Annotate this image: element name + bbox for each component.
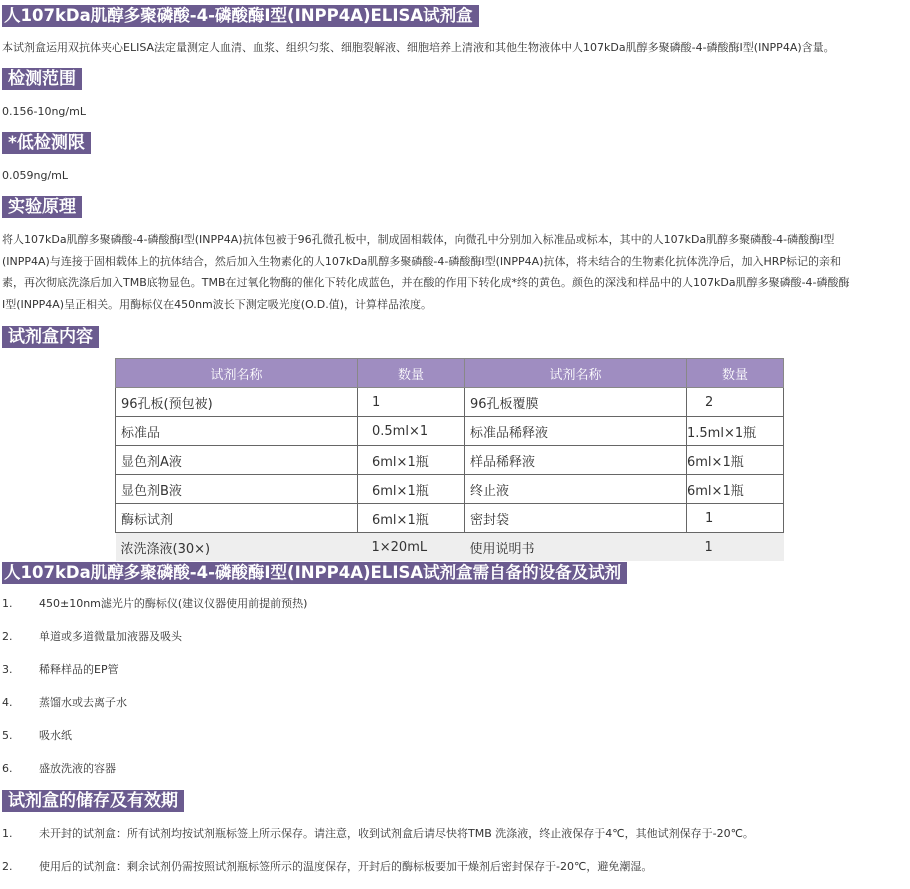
table-cell: 显色剂B液 — [116, 475, 358, 504]
list-item: 3. 稀释样品的EP管 — [2, 663, 119, 676]
table-row — [116, 533, 784, 562]
list-item: 5. 吸水纸 — [2, 729, 72, 742]
table-cell: 1 — [358, 388, 465, 417]
table-row — [116, 504, 784, 533]
column-header: 试剂名称 — [116, 359, 358, 388]
limit-value: 0.059ng/mL — [2, 169, 68, 182]
table-cell: 6ml×1瓶 — [358, 475, 465, 504]
table-header-row — [116, 359, 784, 388]
range-header-block — [2, 68, 82, 90]
table-cell: 浓洗涤液(30×) — [116, 533, 358, 562]
principle-line: (INPP4A)与连接于固相载体上的抗体结合，然后加入生物素化的人107kDa肌醇多聚磷酸-4-磷酸酶Ⅰ型(INPP4A)抗体，将未结合的生物素化抗体洗净后，加入HRP标记的亲和 — [2, 254, 841, 268]
principle-header: 实验原理 — [2, 196, 82, 218]
table-cell: 96孔板(预包被) — [116, 388, 358, 417]
table-cell: 6ml×1瓶 — [687, 475, 784, 504]
storage-header: 试剂盒的储存及有效期 — [2, 790, 184, 812]
range-value: 0.156-10ng/mL — [2, 105, 86, 118]
table-cell: 显色剂A液 — [116, 446, 358, 475]
range-header: 检测范围 — [2, 68, 82, 90]
table-cell: 酶标试剂 — [116, 504, 358, 533]
table-cell: 2 — [687, 388, 784, 417]
table-cell: 标准品 — [116, 417, 358, 446]
table-row — [116, 388, 784, 417]
contents-header: 试剂盒内容 — [2, 326, 99, 348]
list-item: 1. 未开封的试剂盒：所有试剂均按试剂瓶标签上所示保存。请注意，收到试剂盒后请尽快将TMB 洗涤液，终止液保存于4℃，其他试剂保存于-20℃。 — [2, 827, 754, 840]
page-title: 人107kDa肌醇多聚磷酸-4-磷酸酶Ⅰ型(INPP4A)ELISA试剂盒 — [2, 5, 479, 27]
equipment-header: 人107kDa肌醇多聚磷酸-4-磷酸酶Ⅰ型(INPP4A)ELISA试剂盒需自备的设备及试剂 — [2, 562, 627, 584]
principle-line: 素，再次彻底洗涤后加入TMB底物显色。TMB在过氧化物酶的催化下转化成蓝色，并在酸的作用下转化成*终的黄色。颜色的深浅和样品中的人107kDa肌醇多聚磷酸-4-磷酸酶 — [2, 276, 850, 289]
column-header: 数量 — [358, 359, 465, 388]
table-cell: 96孔板覆膜 — [465, 388, 687, 417]
table-cell: 6ml×1瓶 — [358, 504, 465, 533]
table-cell: 0.5ml×1 — [358, 417, 465, 446]
contents-header-block — [2, 326, 99, 348]
list-item: 2. 使用后的试剂盒：剩余试剂仍需按照试剂瓶标签所示的温度保存，开封后的酶标板要加干燥剂后密封保存于-20℃，避免潮湿。 — [2, 860, 653, 873]
table-row — [116, 446, 784, 475]
list-item: 2. 单道或多道微量加液器及吸头 — [2, 630, 182, 643]
storage-list — [2, 823, 754, 889]
principle-line: Ⅰ型(INPP4A)呈正相关。用酶标仪在450nm波长下测定吸光度(O.D.值)，计算样品浓度。 — [2, 297, 433, 311]
table-cell: 样品稀释液 — [465, 446, 687, 475]
principle-line: 将人107kDa肌醇多聚磷酸-4-磷酸酶Ⅰ型(INPP4A)抗体包被于96孔微孔板中，制成固相载体，向微孔中分别加入标准品或标本，其中的人107kDa肌醇多聚磷酸-4-磷酸酶Ⅰ型 — [2, 233, 835, 246]
list-item: 6. 盛放洗液的容器 — [2, 762, 116, 775]
table-row — [116, 475, 784, 504]
table-cell: 终止液 — [465, 475, 687, 504]
principle-text — [2, 229, 904, 315]
limit-header: *低检测限 — [2, 132, 91, 154]
limit-header-block — [2, 132, 91, 154]
kit-contents-table — [115, 358, 784, 561]
principle-header-block — [2, 196, 82, 218]
table-cell: 1 — [687, 504, 784, 533]
table-cell: 1.5ml×1瓶 — [687, 417, 784, 446]
table-cell: 6ml×1瓶 — [358, 446, 465, 475]
table-cell: 6ml×1瓶 — [687, 446, 784, 475]
table-cell: 使用说明书 — [465, 533, 687, 562]
intro-text: 本试剂盒运用双抗体夹心ELISA法定量测定人血清、血浆、组织匀浆、细胞裂解液、细胞培养上清液和其他生物液体中人107kDa肌醇多聚磷酸-4-磷酸酶Ⅰ型(INPP4A)含量。 — [2, 41, 835, 54]
list-item: 4. 蒸馏水或去离子水 — [2, 696, 127, 709]
table-row — [116, 417, 784, 446]
list-item: 1. 450±10nm滤光片的酶标仪(建议仪器使用前提前预热) — [2, 597, 308, 610]
storage-header-block — [2, 790, 184, 812]
table-cell: 1×20mL — [358, 533, 465, 562]
column-header: 数量 — [687, 359, 784, 388]
table-cell: 1 — [687, 533, 784, 562]
equipment-list — [2, 593, 307, 791]
table-cell: 标准品稀释液 — [465, 417, 687, 446]
column-header: 试剂名称 — [465, 359, 687, 388]
table-cell: 密封袋 — [465, 504, 687, 533]
page-title-block — [2, 5, 479, 27]
equipment-header-block — [2, 562, 627, 584]
